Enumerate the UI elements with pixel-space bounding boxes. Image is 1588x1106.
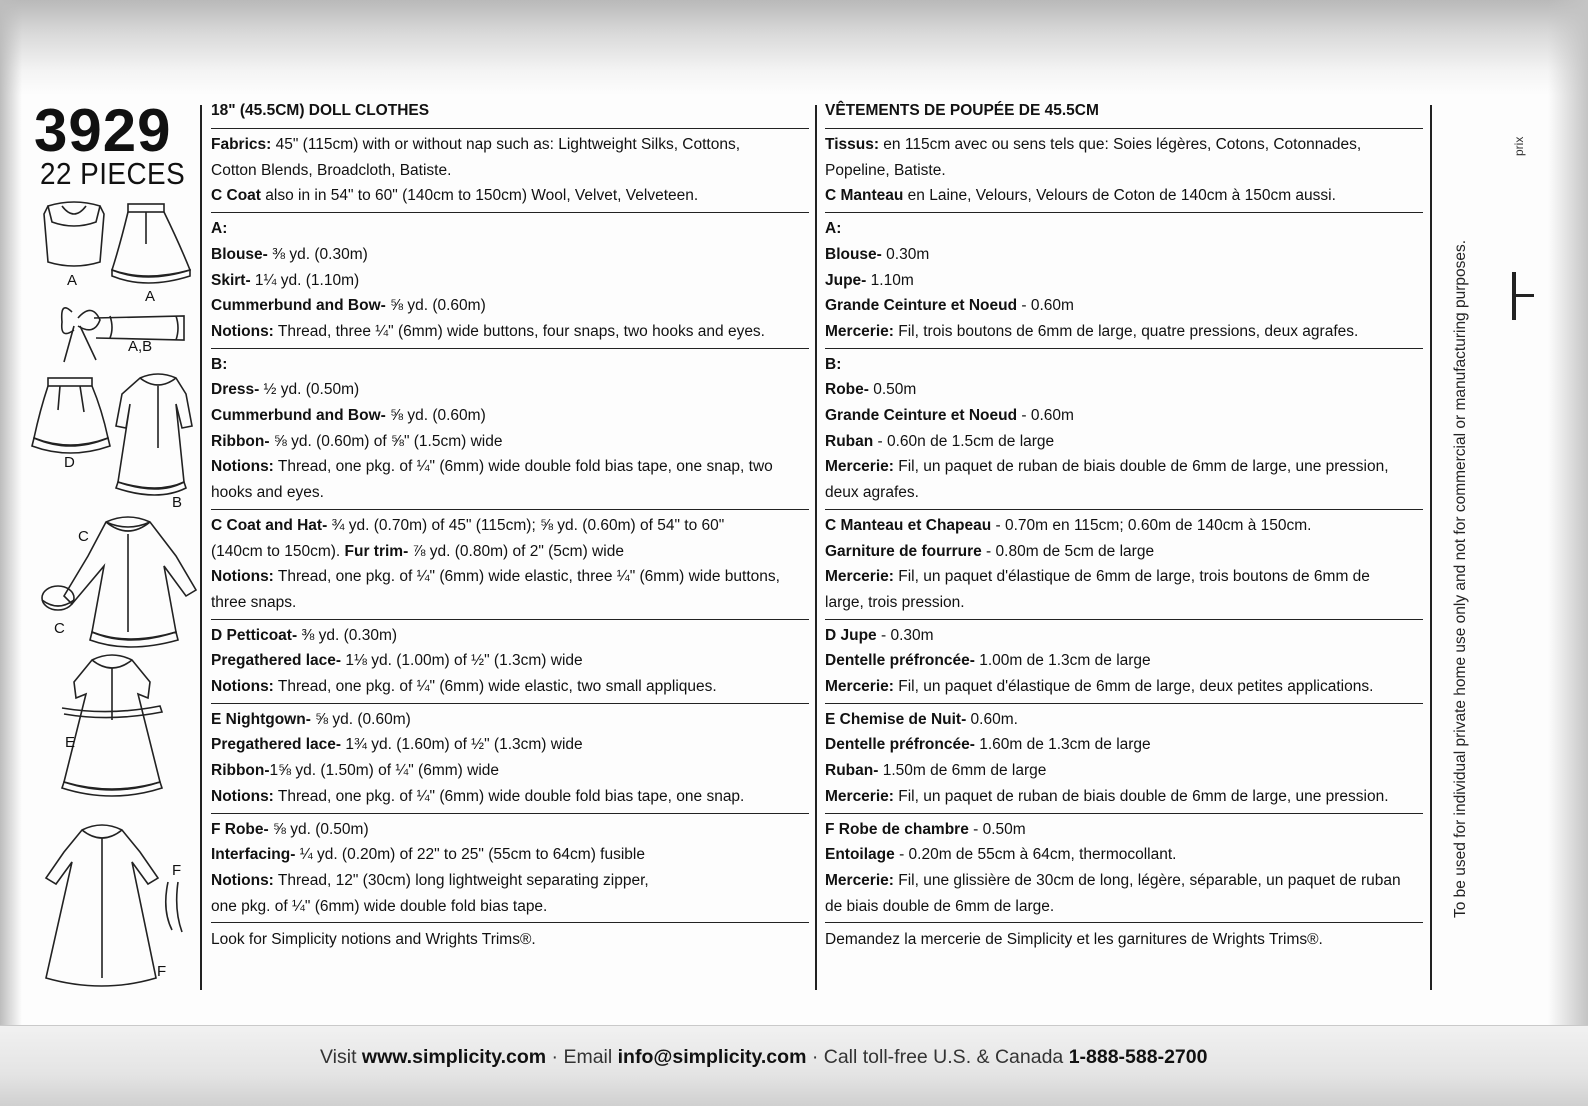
notions-text: Fil, trois boutons de 6mm de large, quatre pressions, deux agrafes. [893, 322, 1359, 340]
notions-text: Fil, un paquet d'élastique de 6mm de large, deux petites applications. [893, 678, 1374, 696]
yardage-value: 1.00m de 1.3cm de large [974, 652, 1151, 670]
email-link[interactable]: info@simplicity.com [617, 1046, 807, 1068]
illustration-label: C [78, 528, 89, 545]
yardage-label: Blouse- [211, 245, 268, 263]
notions-text: Fil, une glissière de 30cm de long, légère, séparable, un paquet de ruban [893, 871, 1401, 889]
view-heading: A: [825, 220, 842, 238]
yardage-value: 1.10m [866, 271, 914, 289]
view-a-section [825, 213, 1423, 349]
illustration-label: E [65, 734, 76, 751]
yardage-value: 1.60m de 1.3cm de large [974, 736, 1151, 754]
yardage-label: C Coat and Hat- [211, 516, 328, 534]
english-footer [211, 923, 809, 956]
yardage-label: Ruban- [825, 762, 879, 780]
view-heading: A: [211, 220, 228, 238]
fabrics-text: Cotton Blends, Broadcloth, Batiste. [211, 161, 452, 179]
notions-text: three snaps. [211, 593, 297, 611]
view-c-section [211, 510, 809, 620]
illustration-label: F [172, 862, 182, 879]
yardage-value: - 0.50m [968, 820, 1026, 838]
yardage-value: 1¼ yd. (1.10m) [250, 271, 360, 289]
phone-number: 1-888-588-2700 [1068, 1046, 1208, 1068]
yardage-label: F Robe- [211, 820, 269, 838]
fabrics-text: en 115cm avec ou sens tels que: Soies légères, Cotons, Cotonnades, [879, 136, 1362, 153]
usage-notice: To be used for individual private home use only and not for commercial or manufacturing purposes. [1452, 239, 1469, 918]
robe-icon [46, 825, 158, 986]
coat-fabric-label: C Manteau [825, 187, 904, 205]
yardage-label: Jupe- [825, 271, 867, 289]
view-d-section [211, 620, 809, 704]
yardage-value: 1⅝ yd. (1.50m) of ¼" (6mm) wide [269, 762, 500, 780]
contact-text: · Call toll-free U.S. & Canada [806, 1046, 1069, 1068]
english-column [211, 96, 809, 956]
notions-text: Fil, un paquet de ruban de biais double de 6mm de large, une pression. [893, 787, 1389, 805]
yardage-value: ⅝ yd. (0.50m) [268, 820, 369, 838]
notions-label: Mercerie: [825, 322, 894, 340]
yardage-label: Interfacing- [211, 846, 296, 864]
pattern-number: 3929 [34, 97, 172, 164]
notions-label: Mercerie: [825, 458, 894, 476]
notions-label: Mercerie: [825, 568, 894, 586]
fold-mark [1512, 294, 1534, 297]
yardage-label: Dentelle préfroncée- [825, 652, 975, 670]
yardage-value: 0.50m [868, 381, 917, 399]
notions-text: Fil, un paquet d'élastique de 6mm de large, trois boutons de 6mm de [893, 568, 1370, 586]
top-shadow [0, 0, 1588, 95]
notions-text: one pkg. of ¼" (6mm) wide double fold bias tape. [211, 897, 548, 915]
hat-icon [42, 586, 74, 610]
right-shadow [1548, 0, 1588, 1106]
view-f-section [211, 814, 809, 924]
contact-line [320, 1046, 1207, 1069]
robe-tie-icon [166, 882, 182, 932]
yardage-value: ¾ yd. (0.70m) of 45" (115cm); ⅝ yd. (0.60m) of 54" to 60" [327, 516, 725, 534]
nightgown-icon [62, 655, 162, 796]
yardage-label: Cummerbund and Bow- [211, 297, 386, 315]
yardage-label: E Nightgown- [211, 710, 311, 728]
notions-text: Thread, one pkg. of ¼" (6mm) wide double fold bias tape, one snap, two [273, 458, 773, 476]
notions-label: Mercerie: [825, 678, 894, 696]
yardage-value: - 0.70m en 115cm; 0.60m de 140cm à 150cm. [991, 516, 1312, 534]
yardage-value: ¼ yd. (0.20m) of 22" to 25" (55cm to 64cm) fusible [295, 846, 645, 864]
notions-label: Notions: [211, 322, 274, 340]
yardage-label: Cummerbund and Bow- [211, 407, 386, 425]
yardage-value: ⅝ yd. (0.60m) [385, 297, 486, 315]
view-b-section [211, 349, 809, 510]
yardage-label: Pregathered lace- [211, 652, 342, 670]
yardage-label: C Manteau et Chapeau [825, 516, 992, 534]
pieces-count: 22 PIECES [40, 156, 186, 191]
yardage-value: ⅝ yd. (0.60m) [385, 407, 486, 425]
yardage-label: Dress- [211, 381, 260, 399]
yardage-value: - 0.30m [876, 626, 934, 644]
view-e-section [211, 704, 809, 814]
yardage-label: Grande Ceinture et Noeud [825, 297, 1018, 315]
yardage-label: Ribbon- [211, 432, 270, 450]
yardage-value: ⅝ yd. (0.60m) [310, 710, 411, 728]
english-title: 18" (45.5CM) DOLL CLOTHES [211, 96, 809, 129]
coat-fabric-label: C Coat [211, 187, 261, 205]
column-divider [200, 105, 202, 990]
fabrics-label: Tissus: [825, 136, 879, 153]
column-divider [1430, 105, 1432, 990]
illustration-label: A [67, 272, 78, 289]
illustration-label: B [172, 494, 183, 511]
blouse-icon [44, 202, 104, 266]
yardage-value: 0.30m [881, 245, 930, 263]
petticoat-icon [32, 378, 110, 453]
yardage-label: Skirt- [211, 271, 251, 289]
notions-label: Notions: [211, 678, 274, 696]
yardage-label: Dentelle préfroncée- [825, 736, 975, 754]
yardage-value: - 0.80m de 5cm de large [981, 542, 1155, 560]
notions-label: Mercerie: [825, 787, 894, 805]
notions-text: Thread, three ¼" (6mm) wide buttons, four snaps, two hooks and eyes. [273, 322, 765, 340]
yardage-label: Garniture de fourrure [825, 542, 982, 560]
view-d-section [825, 620, 1423, 704]
notions-text: deux agrafes. [825, 484, 919, 502]
illustration-label: A [145, 288, 156, 305]
notions-text: Thread, 12" (30cm) long lightweight separating zipper, [273, 871, 649, 889]
column-divider [815, 105, 817, 990]
yardage-label: F Robe de chambre [825, 820, 969, 838]
notions-text: hooks and eyes. [211, 484, 324, 502]
yardage-value: - 0.60m [1017, 407, 1074, 425]
yardage-label: Fur trim- [344, 542, 409, 560]
notions-text: Thread, one pkg. of ¼" (6mm) wide double fold bias tape, one snap. [273, 787, 745, 805]
footer-note: Look for Simplicity notions and Wrights Trims®. [211, 931, 536, 949]
notions-label: Notions: [211, 871, 274, 889]
view-c-section [825, 510, 1423, 620]
coat-fabric-text: en Laine, Velours, Velours de Coton de 140cm à 150cm aussi. [903, 187, 1336, 205]
yardage-label: Entoilage [825, 846, 895, 864]
contact-text: Visit [320, 1046, 362, 1068]
website-link[interactable]: www.simplicity.com [361, 1046, 547, 1068]
illustration-label: D [64, 454, 75, 471]
yardage-value: ⅝ yd. (0.60m) of ⅝" (1.5cm) wide [269, 432, 503, 450]
notions-text: Thread, one pkg. of ¼" (6mm) wide elastic, three ¼" (6mm) wide buttons, [273, 568, 780, 586]
footer-note: Demandez la mercerie de Simplicity et les garnitures de Wrights Trims®. [825, 931, 1323, 949]
view-e-section [825, 704, 1423, 814]
yardage-label: D Jupe [825, 626, 877, 644]
view-b-section [825, 349, 1423, 510]
cummerbund-bow-icon [62, 308, 184, 362]
yardage-value: ⅞ yd. (0.80m) of 2" (5cm) wide [408, 542, 624, 560]
yardage-label: Robe- [825, 381, 869, 399]
notions-text: Thread, one pkg. of ¼" (6mm) wide elastic, two small appliques. [273, 678, 717, 696]
yardage-value: ½ yd. (0.50m) [259, 381, 360, 399]
french-footer [825, 923, 1423, 956]
illustration-label: A,B [128, 338, 153, 355]
notions-label: Mercerie: [825, 871, 894, 889]
yardage-value: 1¾ yd. (1.60m) of ½" (1.3cm) wide [341, 736, 583, 754]
yardage-value: 0.60m. [966, 710, 1018, 728]
french-title: VÊTEMENTS DE POUPÉE DE 45.5CM [825, 96, 1423, 129]
yardage-value: (140cm to 150cm). [211, 542, 345, 560]
notions-label: Notions: [211, 568, 274, 586]
illustration-label: F [157, 963, 167, 980]
fabrics-label: Fabrics: [211, 136, 272, 153]
yardage-value: 1.50m de 6mm de large [878, 762, 1047, 780]
view-f-section [825, 814, 1423, 924]
yardage-label: Ruban [825, 432, 874, 450]
notions-label: Notions: [211, 787, 274, 805]
yardage-value: ⅜ yd. (0.30m) [297, 626, 398, 644]
yardage-value: - 0.60n de 1.5cm de large [873, 432, 1055, 450]
contact-text: · Email [546, 1046, 618, 1068]
yardage-label: E Chemise de Nuit- [825, 710, 967, 728]
dress-icon [116, 374, 192, 495]
view-a-section [211, 213, 809, 349]
fabrics-section [211, 129, 809, 213]
skirt-icon [112, 204, 190, 283]
french-column [825, 96, 1423, 956]
price-label: prix [1512, 136, 1526, 156]
fabrics-text: Popeline, Batiste. [825, 161, 946, 179]
yardage-label: Blouse- [825, 245, 882, 263]
yardage-label: Grande Ceinture et Noeud [825, 407, 1018, 425]
notions-label: Notions: [211, 458, 274, 476]
illustration-label: C [54, 620, 65, 637]
notions-text: Fil, un paquet de ruban de biais double de 6mm de large, une pression, [893, 458, 1389, 476]
yardage-value: 1⅛ yd. (1.00m) of ½" (1.3cm) wide [341, 652, 583, 670]
yardage-label: Ribbon- [211, 762, 270, 780]
yardage-value: - 0.20m de 55cm à 64cm, thermocollant. [894, 846, 1177, 864]
fabrics-section [825, 129, 1423, 213]
yardage-value: - 0.60m [1017, 297, 1074, 315]
yardage-label: Pregathered lace- [211, 736, 342, 754]
notions-text: large, trois pression. [825, 593, 965, 611]
coat-fabric-text: also in in 54" to 60" (140cm to 150cm) Wool, Velvet, Velveteen. [260, 187, 699, 205]
yardage-label: D Petticoat- [211, 626, 298, 644]
fabrics-text: 45" (115cm) with or without nap such as: Lightweight Silks, Cottons, [271, 136, 741, 153]
view-heading: B: [211, 355, 228, 373]
view-heading: B: [825, 355, 842, 373]
yardage-value: ⅜ yd. (0.30m) [267, 245, 368, 263]
notions-text: de biais double de 6mm de large. [825, 897, 1055, 915]
